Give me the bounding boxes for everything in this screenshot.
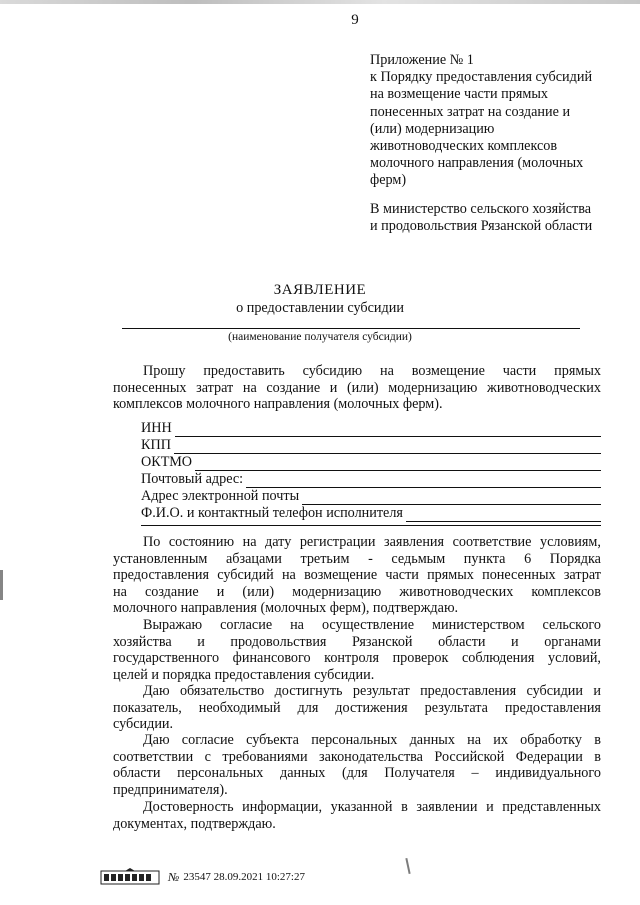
word: По [143, 534, 161, 550]
inn-field[interactable] [141, 420, 601, 437]
word: персональных [311, 732, 398, 748]
kpp-field[interactable] [141, 437, 601, 454]
doc-number: 23547 [183, 871, 211, 883]
word: результат [352, 683, 410, 699]
word: части [502, 363, 537, 379]
word: осуществление [321, 617, 415, 633]
consent-checks-line [113, 667, 601, 684]
contact-label: Ф.И.О. и контактный телефон исполнителя [141, 505, 403, 521]
consent-checks-line [113, 650, 601, 667]
appendix-line: ферм) [370, 172, 407, 189]
postal-address-label: Почтовый адрес: [141, 471, 244, 487]
word: представленных [502, 799, 601, 815]
word: и [593, 683, 601, 699]
request-line [113, 380, 601, 397]
obligation-line [113, 683, 601, 700]
word: седьмым [391, 550, 446, 567]
word: области [438, 633, 486, 650]
inn-input-line[interactable] [175, 423, 601, 437]
word: субсидий [217, 567, 274, 584]
appendix-header [370, 52, 620, 190]
word: пункта [463, 550, 506, 567]
word: необходимый [198, 699, 281, 716]
email-field[interactable] [141, 488, 601, 505]
word: требованиями [222, 748, 308, 765]
appendix-line: на возмещение части прямых [370, 86, 548, 103]
word: Федерации [515, 748, 583, 765]
word: и [329, 379, 338, 396]
word: субъекта [246, 732, 299, 748]
appendix-line: (или) модернизацию [370, 120, 495, 137]
obligation-line [113, 716, 601, 733]
reliability-text: документах, подтверждаю. [113, 815, 276, 832]
word: соответствии [113, 748, 194, 765]
word: Получателя [384, 765, 455, 782]
word: сельского [542, 617, 601, 633]
word: области [113, 765, 161, 782]
reliability-line [113, 816, 601, 833]
word: для [297, 699, 319, 716]
request-paragraph [113, 363, 601, 413]
word: понесенных [482, 567, 556, 584]
word: Даю [143, 732, 170, 748]
word: органами [544, 633, 601, 650]
addressee-line: В министерство сельского хозяйства [370, 201, 592, 217]
email-label: Адрес электронной почты [141, 488, 300, 504]
appendix-line: животноводческих комплексов [370, 138, 558, 155]
request-text: комплексов молочного направления (молочных ферм). [113, 396, 443, 413]
word: затрат [196, 379, 234, 396]
word: Достоверность [143, 799, 234, 815]
word: Российской [434, 748, 505, 765]
recipient-caption: (наименование получателя субсидии) [228, 331, 412, 343]
consent-checks-text: целей и порядка предоставления субсидии. [113, 666, 375, 683]
email-input-line[interactable] [302, 491, 601, 505]
word: (для [342, 765, 368, 782]
word: данных [280, 765, 326, 782]
word: обязательство [179, 683, 265, 699]
word: Даю [143, 683, 170, 699]
word: с [204, 748, 211, 765]
word: возмещение [304, 567, 378, 584]
word: Выражаю [143, 617, 203, 633]
word: предоставления [504, 699, 601, 716]
oktmo-input-line[interactable] [195, 457, 601, 471]
kpp-input-line[interactable] [174, 440, 601, 454]
personal-data-line [113, 749, 601, 766]
scan-mark [405, 858, 410, 874]
word: соблюдения [461, 650, 535, 667]
word: министерством [432, 617, 525, 633]
word: Рязанской [351, 633, 413, 650]
oktmo-label: ОКТМО [141, 454, 193, 470]
word: показатель, [113, 699, 182, 716]
word: возмещение [411, 363, 485, 379]
oktmo-field[interactable] [141, 454, 601, 471]
request-line [113, 363, 601, 380]
word: Порядка [549, 550, 601, 567]
word: хозяйства [113, 633, 172, 650]
word: животноводческих [399, 583, 514, 600]
word: - [368, 550, 373, 567]
reliability-paragraph [113, 799, 601, 832]
document-title: ЗАЯВЛЕНИЕ [273, 282, 367, 298]
word: достижения [335, 699, 408, 716]
word: персональных [177, 765, 264, 782]
word: согласие [181, 732, 234, 748]
word: условиям, [539, 534, 601, 550]
word: затрат [563, 567, 601, 584]
word: создание [266, 379, 321, 396]
appendix-line: молочного направления (молочных [370, 155, 584, 172]
word: условий, [547, 650, 601, 667]
word: контроля [324, 650, 380, 667]
word: на [281, 567, 296, 584]
word: результата [424, 699, 488, 716]
recipient-name-line[interactable] [122, 328, 580, 329]
word: регистрации [299, 534, 376, 550]
kpp-label: КПП [141, 437, 171, 453]
appendix-line: понесенных затрат на создание и [370, 103, 571, 120]
word: государственного [113, 650, 220, 667]
word: на [467, 732, 482, 748]
word: (или) [346, 379, 379, 396]
word: создание [144, 583, 199, 600]
word: данных [409, 732, 455, 748]
compliance-line [113, 534, 601, 551]
scan-mark [0, 570, 3, 600]
word: соответствие [452, 534, 532, 550]
appendix-line: Приложение № 1 [370, 52, 474, 68]
word: абзацами [225, 550, 282, 567]
word: предоставления [420, 683, 517, 699]
scan-edge [0, 0, 640, 4]
doc-number-sign: № [168, 869, 180, 884]
document-subtitle: о предоставлении субсидии [236, 300, 404, 316]
word: и [197, 633, 205, 650]
word: субсидии [526, 683, 583, 699]
compliance-line [113, 567, 601, 584]
compliance-text: молочного направления (молочных ферм), подтверждаю. [113, 600, 459, 617]
word: понесенных [113, 379, 187, 396]
word: на [242, 379, 257, 396]
page-number: 9 [351, 12, 359, 28]
consent-checks-line [113, 617, 601, 634]
compliance-line [113, 600, 601, 617]
word: финансового [232, 650, 311, 667]
word: – [471, 765, 479, 782]
personal-data-text: предпринимателя). [113, 781, 228, 798]
reliability-line [113, 799, 601, 816]
word: предоставления [113, 567, 210, 584]
postal-address-field[interactable] [141, 471, 601, 488]
word: (или) [242, 583, 275, 600]
contact-input-line[interactable] [406, 508, 601, 522]
word: достигнуть [274, 683, 343, 699]
inn-label: ИНН [141, 420, 172, 436]
word: предоставить [203, 363, 285, 379]
word: заявлении [416, 799, 478, 815]
personal-data-line [113, 765, 601, 782]
word: модернизацию [292, 583, 382, 600]
compliance-paragraph [113, 534, 601, 617]
contact-field[interactable] [141, 505, 601, 522]
registration-footer [100, 866, 305, 888]
word: обработку [520, 732, 582, 748]
word: модернизацию [388, 379, 478, 396]
word: на [113, 583, 127, 600]
appendix-line: к Порядку предоставления субсидий [370, 69, 593, 86]
personal-data-line [113, 732, 601, 749]
doc-datetime: 28.09.2021 10:27:27 [213, 871, 305, 883]
word: в [594, 748, 601, 765]
word: в [401, 799, 408, 815]
word: субсидию [302, 363, 363, 379]
word: комплексов [531, 583, 601, 600]
word: законодательства [319, 748, 423, 765]
compliance-line [113, 584, 601, 601]
personal-data-line [113, 782, 601, 799]
word: в [594, 732, 601, 748]
word: и [511, 633, 519, 650]
word: указанной [330, 799, 393, 815]
word: дату [265, 534, 292, 550]
word: на [380, 363, 394, 379]
word: прямых [554, 363, 601, 379]
obligation-line [113, 700, 601, 717]
word: состоянию [168, 534, 235, 550]
obligation-paragraph [113, 683, 601, 733]
word: на [290, 617, 304, 633]
addressee-line: и продовольствия Рязанской области [370, 218, 593, 235]
word: части [385, 567, 419, 584]
postal-address-input-line[interactable] [246, 474, 601, 488]
contact-extra-line[interactable] [141, 525, 601, 526]
word: животноводческих [487, 379, 601, 396]
word: установленным [113, 550, 208, 567]
word: индивидуального [495, 765, 601, 782]
word: третьим [300, 550, 350, 567]
word: продовольствия [230, 633, 327, 650]
word: прямых [427, 567, 474, 584]
word: 6 [524, 550, 532, 567]
word: и [486, 799, 494, 815]
word: и [216, 583, 225, 600]
word: заявления [384, 534, 445, 550]
addressee [370, 201, 620, 235]
word: согласие [220, 617, 273, 633]
consent-checks-paragraph [113, 617, 601, 683]
word: проверок [392, 650, 449, 667]
word: Прошу [143, 363, 186, 379]
compliance-line [113, 551, 601, 568]
registry-stamp-icon [100, 868, 160, 886]
personal-data-paragraph [113, 732, 601, 798]
word: их [493, 732, 508, 748]
word: информации, [242, 799, 323, 815]
word: на [242, 534, 257, 550]
obligation-text: субсидии. [113, 716, 174, 733]
consent-checks-line [113, 634, 601, 651]
request-line [113, 396, 601, 413]
